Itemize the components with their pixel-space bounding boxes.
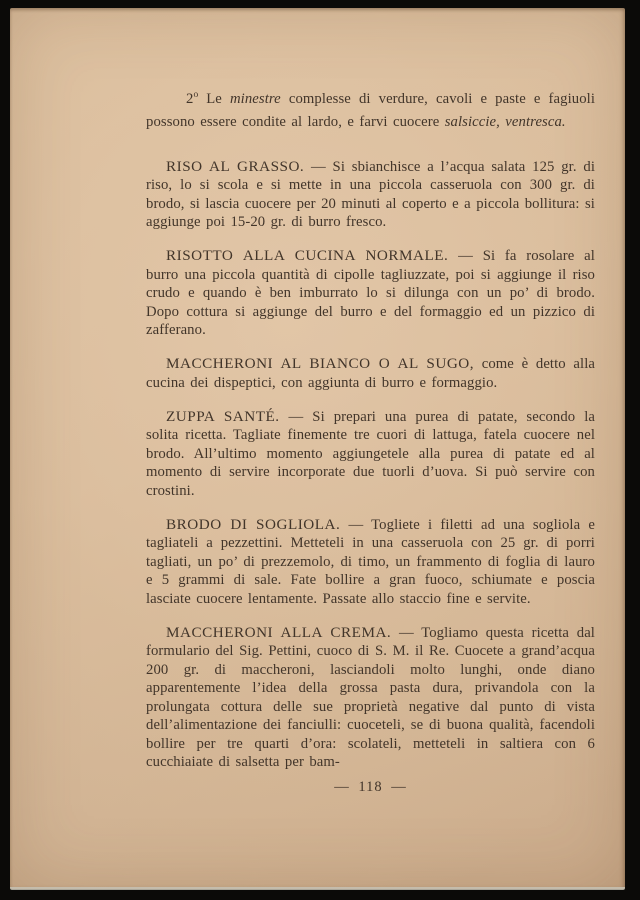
- intro-italic-tail: salsiccie, ventresca.: [444, 113, 566, 130]
- recipe-dash: —: [340, 516, 372, 533]
- recipe-dash: —: [304, 158, 333, 175]
- recipe-body-text: Togliete i filetti ad una sogliola e tagliateli a pezzettini. Metteteli in una casseruola con 25 gr. di porri tagliati, un po’ di prezzemolo, di timo, un frammento di foglia di lauro e 5 grammi di sale. Fate bollire a gran fuoco, schiumate e poscia lasciate cuocere lentamente. Passate allo staccio fine e servite.: [146, 516, 595, 607]
- recipe-title: MACCHERONI ALLA CREMA.: [166, 623, 392, 641]
- recipe-title: BRODO DI SOGLIOLA.: [166, 515, 341, 533]
- recipe-dash: —: [279, 408, 313, 425]
- recipe-title: RISOTTO ALLA CUCINA NORMALE.: [166, 247, 449, 265]
- recipe-paragraph: [146, 516, 595, 609]
- page-content: [146, 84, 595, 787]
- recipe-dash: —: [391, 624, 422, 641]
- book-page: [10, 8, 625, 889]
- recipe-title: ZUPPA SANTÉ.: [166, 407, 280, 425]
- list-item-number: 2: [186, 90, 194, 107]
- recipe-dash: —: [448, 248, 483, 265]
- recipe-body-text: Si sbianchisce a l’acqua salata 125 gr. di riso, lo si scola e si mette in una piccola casseruola con 300 gr. di brodo, si lascia cuocere per 20 minuti al coperto e a piccola bollitura: si aggiunge poi 15-20 gr. di burro fresco.: [146, 158, 596, 231]
- recipe-title: MACCHERONI AL BIANCO O AL SUGO,: [166, 355, 475, 373]
- recipe-body-text: Togliamo questa ricetta dal formulario del Sig. Pettini, cuoco di S. M. il Re. Cuocete a grand’acqua 200 gr. di maccheroni, lasciandoli molto lunghi, onde diano apparentemente l’idea della grossa pasta dura, privandola con la prolungata cottura delle sue proprietà negative dal punto di vista dell’alimentazione dei fanciulli: cuoceteli, se di buona qualità, facendoli bollire per tre quarti d’ora: scolateli, metteteli in saltiera con 6 cucchiaiate di salsetta per bam-: [146, 624, 595, 771]
- intro-paragraph: [146, 84, 595, 134]
- recipe-title: RISO AL GRASSO.: [166, 157, 305, 175]
- recipe-body-text: Si fa rosolare al burro una piccola quantità di cipolle tagliuzzate, poi si aggiunge il riso crudo e quando è ben imburrato lo si dilunga con un po’ di brodo. Dopo cottura si aggiunge del burro e del formaggio ed un pizzico di zafferano.: [146, 248, 595, 339]
- intro-lead-text: Le: [198, 90, 230, 107]
- ordinal-indicator: o: [193, 90, 199, 100]
- recipe-body-text: come è detto alla cucina dei dispeptici, con aggiunta di burro e formaggio.: [146, 356, 596, 391]
- intro-italic-word: minestre: [229, 90, 281, 107]
- recipe-paragraph: [146, 355, 595, 392]
- recipe-body-text: Si prepari una purea di patate, secondo la solita ricetta. Tagliate finemente tre cuori di lattuga, fatela cuocere nel brodo. All’ultimo momento aggiungetele alla purea di patate ed al momento di servire incorporate due tuorli d’uova. Si può servire con crostini.: [146, 408, 596, 499]
- recipe-paragraph: [146, 247, 595, 340]
- recipe-paragraph: [146, 408, 595, 501]
- recipe-paragraph: [146, 624, 595, 772]
- intro-middle-text: complesse di verdure, cavoli e paste e fagiuoli possono essere condite al lardo, e farvi cuocere: [146, 90, 596, 130]
- recipe-paragraph: [146, 158, 595, 232]
- page-number: — 118 —: [334, 779, 407, 795]
